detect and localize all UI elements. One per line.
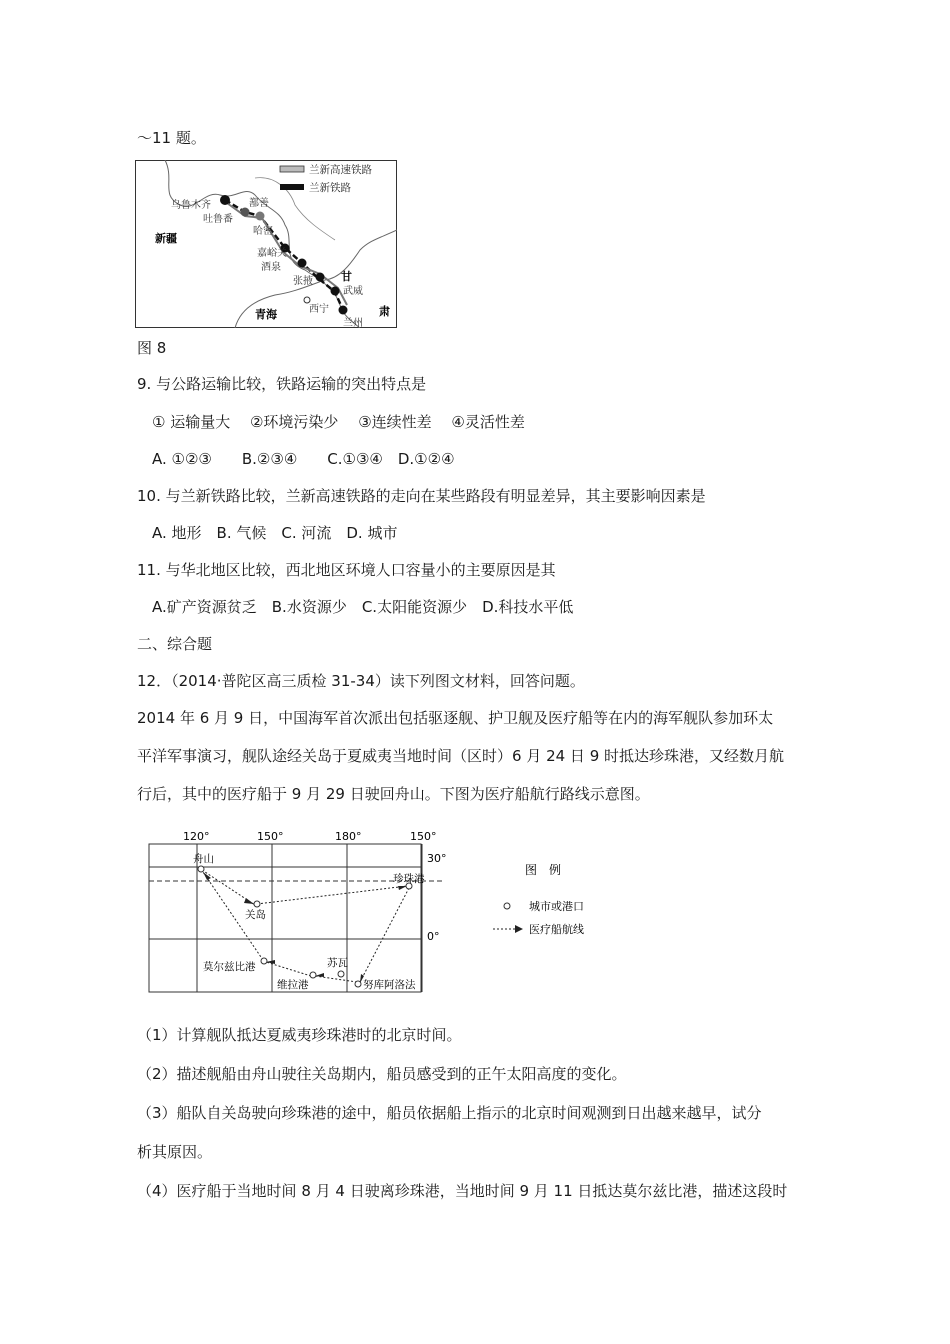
q12-sub4: （4）医疗船于当地时间 8 月 4 日驶离珍珠港，当地时间 9 月 11 日抵达莫尔兹比港，描述这段时 [137, 1182, 788, 1200]
q10-options: A. 地形 B. 气候 C. 河流 D. 城市 [152, 524, 398, 542]
legend-railway: 兰新铁路 [309, 182, 351, 194]
q12-sub2: （2）描述舰船由舟山驶往关岛期内，船员感受到的正午太阳高度的变化。 [137, 1065, 627, 1083]
legend-port: 城市或港口 [529, 900, 584, 913]
legend-route: 医疗船航线 [529, 923, 584, 936]
lon-label: 120° [183, 830, 210, 843]
lat-label: 30° [427, 852, 447, 865]
city-jiayuguan: 嘉峪关 [257, 248, 287, 259]
legend-title: 图 例 [525, 863, 562, 877]
port-suva: 苏瓦 [327, 957, 348, 969]
q12-head: 12．（2014·普陀区高三质检 31-34）读下列图文材料，回答问题。 [137, 672, 585, 690]
city-hami: 哈密 [253, 226, 273, 237]
q9-statements: ① 运输量大 ②环境污染少 ③连续性差 ④灵活性差 [152, 413, 525, 431]
city-zhangye: 张掖 [293, 276, 313, 287]
port-guam: 关岛 [245, 909, 266, 921]
figure-8-railway-map [135, 160, 397, 328]
city-turpan: 吐鲁番 [203, 214, 233, 225]
region-su: 肃 [379, 305, 390, 318]
lon-label: 150° [257, 830, 284, 843]
q9-options: A. ①②③ B.②③④ C.①③④ D.①②④ [152, 450, 455, 468]
city-shanshan: 鄯善 [249, 198, 269, 209]
region-gan: 甘 [341, 270, 352, 283]
q12-paragraph-line: 2014 年 6 月 9 日，中国海军首次派出包括驱逐舰、护卫舰及医疗船等在内的海军舰队参加环太 [137, 709, 774, 727]
port-pearl-harbor: 珍珠港 [393, 873, 425, 885]
q11-stem: 11. 与华北地区比较，西北地区环境人口容量小的主要原因是其 [137, 561, 556, 579]
q11-options: A.矿产资源贫乏 B.水资源少 C.太阳能资源少 D.科技水平低 [152, 598, 574, 616]
lat-label: 0° [427, 930, 440, 943]
q12-sub3-cont: 析其原因。 [137, 1143, 213, 1161]
city-xining: 西宁 [309, 304, 329, 315]
section-2-heading: 二、综合题 [137, 635, 213, 653]
city-lanzhou: 兰州 [343, 318, 363, 328]
region-qinghai: 青海 [255, 308, 277, 321]
legend-high-speed: 兰新高速铁路 [309, 164, 372, 176]
figure-8-caption: 图 8 [137, 339, 167, 357]
lon-label: 150° [410, 830, 437, 843]
port-port-moresby: 莫尔兹比港 [203, 961, 256, 973]
q12-paragraph-line: 平洋军事演习，舰队途经关岛于夏威夷当地时间（区时）6 月 24 日 9 时抵达珍珠港，又经数月航 [137, 747, 785, 765]
city-urumqi: 乌鲁木齐 [171, 200, 211, 211]
q12-paragraph-line: 行后，其中的医疗船于 9 月 29 日驶回舟山。下图为医疗船航行路线示意图。 [137, 785, 650, 803]
region-xinjiang: 新疆 [155, 232, 177, 245]
q9-stem: 9. 与公路运输比较，铁路运输的突出特点是 [137, 375, 427, 393]
port-nukualofa: 努库阿洛法 [363, 979, 416, 991]
q12-sub1: （1）计算舰队抵达夏威夷珍珠港时的北京时间。 [137, 1026, 462, 1044]
city-wuwei: 武威 [343, 286, 363, 297]
lon-label: 180° [335, 830, 362, 843]
q10-stem: 10. 与兰新铁路比较，兰新高速铁路的走向在某些路段有明显差异，其主要影响因素是 [137, 487, 706, 505]
q12-sub3: （3）船队自关岛驶向珍珠港的途中，船员依据船上指示的北京时间观测到日出越来越早，试分 [137, 1104, 762, 1122]
city-jiuquan: 酒泉 [261, 262, 281, 273]
port-port-vila: 维拉港 [277, 979, 309, 991]
port-zhoushan: 舟山 [193, 853, 214, 865]
intro-text: ～11 题。 [137, 129, 206, 147]
route-map [145, 826, 625, 996]
